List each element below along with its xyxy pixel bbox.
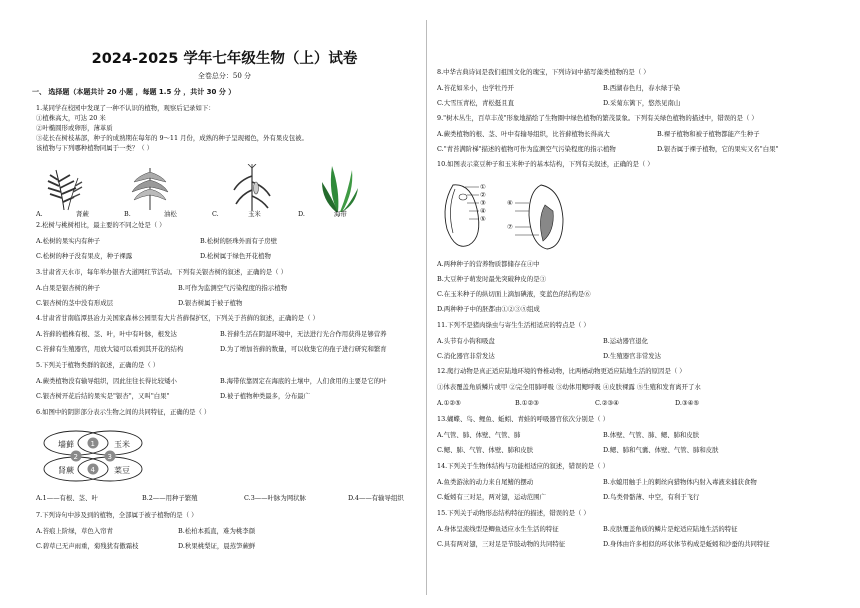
q10-stem: 10.如图表示菜豆种子和玉米种子的基本结构，下列有关叙述，正确的是（ ） [437,160,654,168]
fern-picture [44,164,84,212]
q6-option-b[interactable]: B.2——用种子繁殖 [142,494,198,502]
right-column [437,0,835,608]
q12-statements: ①体表覆盖角质鳞片或甲 ②完全用肺呼吸 ③幼体用鳃呼吸 ④皮肤裸露 ⑤生殖和发育离开了水 [437,383,701,391]
q1-option-c-label: 玉米 [248,210,261,218]
q5-option-a[interactable]: A.蕨类植物没有输导组织，因此往往长得比较矮小 [36,377,177,385]
q8-option-d[interactable]: D.采菊东篱下，悠然见南山 [603,99,681,107]
q7-option-a[interactable]: A.苔痕上阶绿，草色入帘青 [36,527,113,535]
q12-stem: 12.爬行动物是真正适应陆地环境的脊椎动物，比两栖动物更适应陆地生活的原因是（ ） [437,367,686,375]
q6-option-c[interactable]: C.3——叶脉为网状脉 [244,494,306,502]
q15-stem: 15.下列关于动物形态结构特征的描述，错误的是（ ） [437,509,590,517]
q14-option-a[interactable]: A.鱼类游泳的动力来自尾鳍的摆动 [437,478,534,486]
q11-option-d[interactable]: D.生殖器官非常发达 [603,352,662,360]
q14-option-d[interactable]: D.鸟类骨骼薄、中空，有利于飞行 [603,493,700,501]
exam-title: 2024-2025 学年七年级生物（上）试卷 [91,51,358,67]
q1-option-b-label: 油松 [164,210,177,218]
q6-region-3: 3 [107,453,112,461]
q13-option-c[interactable]: C.鳃、肺、气管、体壁、肺和皮肤 [437,446,534,454]
q1-line3: ③花长在树枝基部，种子的成熟期在每年的 9～11 月份，成熟的种子呈现褐色，外有果皮包被。 [36,134,308,142]
q13-option-d[interactable]: D.鳃、肺和气囊、体壁、气管、肺和皮肤 [603,446,719,454]
q14-option-b[interactable]: B.水螅用触手上的刺丝向猎物体内射入毒液来捕获食物 [603,478,757,486]
section-heading: 一、 选择题（本题共计 20 小题 ，每题 1.5 分 ，共计 30 分 ） [32,88,236,96]
total-score: 全卷总分：50 分 [197,72,252,80]
q6-region-4: 4 [90,466,95,474]
q6-label-corn: 玉米 [114,440,130,449]
q12-option-d[interactable]: D.③④⑤ [675,399,700,407]
q15-option-b[interactable]: B.皮肤覆盖角质的鳞片是蛇适应陆地生活的特征 [603,525,738,533]
q14-option-c[interactable]: C.蚯蚓有三对足，两对翅，运动范围广 [437,493,546,501]
q1-line1: ①植株高大，可达 20 米 [36,114,106,122]
q7-option-c[interactable]: C.碧草已无声雨重，菊残犹有傲霜枝 [36,542,139,550]
q11-option-a[interactable]: A.头节有小钩和吸盘 [437,337,495,345]
q1-line4: 该植物与下列哪种植物同属于一类？（ ） [36,144,154,152]
seed-part-5: ⑤ [480,215,486,223]
q12-option-a[interactable]: A.①②⑤ [437,399,461,407]
q8-option-a[interactable]: A.苔花如米小，也学牡丹开 [437,84,514,92]
q13-option-b[interactable]: B.体壁、气管、肺、鳃、肺和皮肤 [603,431,700,439]
q2-option-a[interactable]: A.松树的果实内有种子 [36,237,101,245]
q1-line2: ②叶椭圆形或卵形，薄革质 [36,124,113,132]
q10-option-a[interactable]: A.两种种子的营养物质都储存在④中 [437,260,540,268]
q1-option-a[interactable]: A. [36,210,43,218]
q4-option-c[interactable]: C.苔藓有生殖器官，用放大镜可以看到其开花的结构 [36,345,184,353]
q1-stem: 1.某同学在校园中发现了一种不认识的植物，观察后记录如下： [36,104,215,112]
kelp-picture [318,160,360,214]
q2-stem: 2.松树与桃树相比，最主要的不同之处是（ ） [36,221,166,229]
q5-option-d[interactable]: D.被子植物种类最多，分布最广 [220,392,311,400]
q10-option-d[interactable]: D.两种种子中的胚都由①②③⑤组成 [437,305,540,313]
q10-option-b[interactable]: B.大豆种子萌发时最先突破种皮的是③ [437,275,546,283]
q4-option-d[interactable]: D.为了增加苔藓的数量，可以收集它的孢子进行研究和繁育 [220,345,387,353]
q13-stem: 13.蝴蝶、鸟、鲤鱼、蚯蚓、青蛙的呼吸器官依次分别是（ ） [437,415,609,423]
q3-option-d[interactable]: D.银杏树属于被子植物 [178,299,243,307]
q1-option-c[interactable]: C. [212,210,219,218]
q6-option-d[interactable]: D.4——有输导组织 [348,494,404,502]
q3-option-c[interactable]: C.银杏树的茎中没有形成层 [36,299,113,307]
q6-option-a[interactable]: A.1——有根、茎、叶 [36,494,98,502]
q3-stem: 3.甘肃省天水市，每年举办银杏大道网红节活动。下列有关银杏树的叙述，正确的是（ ） [36,268,287,276]
q3-option-a[interactable]: A.白果是银杏树的种子 [36,284,101,292]
seed-part-3: ③ [480,199,486,207]
q6-label-fern: 肾蕨 [58,466,74,475]
q9-option-a[interactable]: A.蕨类植物的根、茎、叶中有输导组织，比苔藓植物长得高大 [437,130,610,138]
seed-part-4: ④ [480,207,486,215]
q2-option-b[interactable]: B.松树的胚珠外面有子房壁 [200,237,278,245]
q12-option-b[interactable]: B.①②③ [515,399,539,407]
q15-option-a[interactable]: A.身体呈流线型是鲫鱼适应水生生活的特征 [437,525,559,533]
q15-option-d[interactable]: D.身体由许多相似的环状体节构成是蚯蚓和沙蚕的共同特征 [603,540,770,548]
q2-option-c[interactable]: C.松树的种子没有果皮，种子裸露 [36,252,133,260]
corn-picture [232,164,272,212]
q8-option-b[interactable]: B.西湖春色归，春水绿于染 [603,84,681,92]
q6-region-1: 1 [90,440,95,448]
q4-option-a[interactable]: A.苔藓的植株有根、茎、叶，叶中有叶脉，根发达 [36,330,177,338]
q10-seed-diagram [439,175,579,255]
q2-option-d[interactable]: D.松树属于绿色开花植物 [200,252,271,260]
q14-stem: 14.下列关于生物体结构与功能相适应的叙述，错误的是（ ） [437,462,609,470]
seed-part-2: ② [480,191,486,199]
pine-picture [128,162,172,212]
q7-option-d[interactable]: D.秋果桃梨证，晨蒸笋蕨鲜 [178,542,256,550]
q10-option-c[interactable]: C.在玉米种子的纵切面上滴加碘液，变蓝色的结构是⑥ [437,290,591,298]
seed-part-7: ⑦ [507,223,513,231]
q1-option-d[interactable]: D. [298,210,305,218]
q8-option-c[interactable]: C.大雪压青松，青松挺且直 [437,99,514,107]
q5-option-c[interactable]: C.银杏树开花后结的果实是"银杏"，又叫"白果" [36,392,170,400]
q12-option-c[interactable]: C.②③④ [595,399,619,407]
q4-option-b[interactable]: B.苔藓生活在阴湿环境中，无法进行光合作用获得足够营养 [220,330,387,338]
q6-region-2: 2 [73,453,78,461]
q11-stem: 11.下列不是猪肉绦虫与寄生生活相适应的特点是（ ） [437,321,590,329]
q6-label-moss: 墙藓 [58,440,74,449]
seed-part-6: ⑥ [507,199,513,207]
q9-option-b[interactable]: B.裸子植物和被子植物都能产生种子 [657,130,760,138]
q1-option-d-label: 海带 [334,210,347,218]
q3-option-b[interactable]: B.可作为监测空气污染程度的指示植物 [178,284,287,292]
q5-option-b[interactable]: B.海带依靠固定在海底的土壤中，人们食用的主要是它的叶 [220,377,387,385]
q6-stem: 6.如图中的阴影部分表示生物之间的共同特征，正确的是（ ） [36,408,211,416]
q11-option-c[interactable]: C.消化器官非常发达 [437,352,495,360]
q4-stem: 4.甘肃省甘南临潭县冶力关国家森林公园里有大片苔藓保护区，下列关于苔藓的叙述，正确的是（ ） [36,314,319,322]
column-divider [426,20,427,595]
q6-diagram [38,426,148,486]
q5-stem: 5.下列关于植物类群的叙述，正确的是（ ） [36,361,160,369]
q1-option-b[interactable]: B. [124,210,131,218]
q1-option-a-label: 肾蕨 [76,210,89,218]
q15-option-c[interactable]: C.具有两对翅，三对足是节肢动物的共同特征 [437,540,566,548]
q8-stem: 8.中华古典诗词是我们祖国文化的瑰宝，下列诗词中描写藻类植物的是（ ） [437,68,650,76]
q9-option-c[interactable]: C."青苔满阶梯"描述的植物可作为监测空气污染程度的指示植物 [437,145,616,153]
left-column [32,0,417,608]
q7-stem: 7.下列诗句中涉及到的植物，全部属于被子植物的是（ ） [36,511,198,519]
q13-option-a[interactable]: A.气管、肺、体壁、气管、肺 [437,431,521,439]
q7-option-b[interactable]: B.松柏本孤直，难为桃李颜 [178,527,256,535]
q9-stem: 9."树木丛生，百草丰茂"形象地描绘了生物圈中绿色植物的繁茂景象。下列有关绿色植物的描述中，错误的是（ ） [437,114,758,122]
q11-option-b[interactable]: B.运动器官退化 [603,337,649,345]
seed-part-1: ① [480,183,486,191]
q9-option-d[interactable]: D.银杏属于裸子植物，它的果实又名"白果" [657,145,779,153]
q6-label-bean: 菜豆 [114,466,130,475]
